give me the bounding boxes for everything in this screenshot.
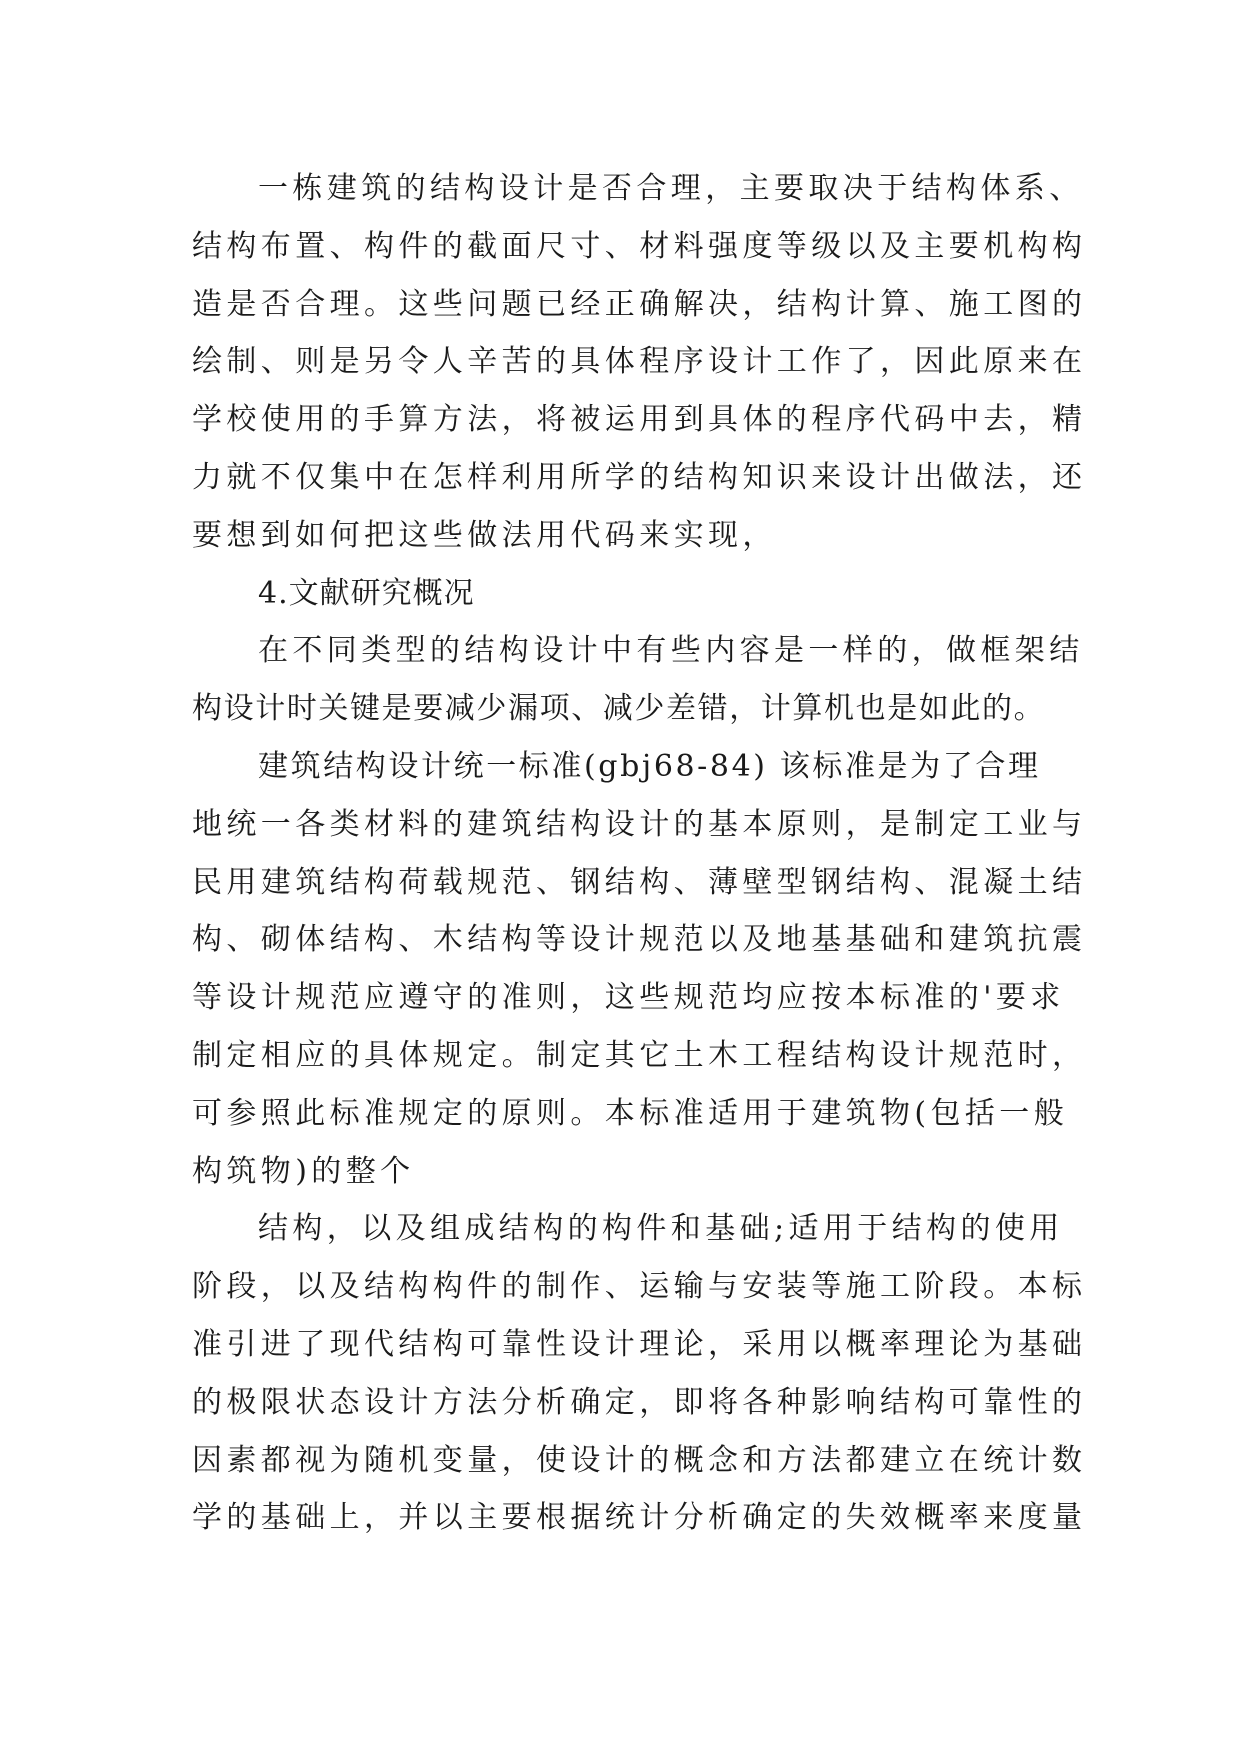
paragraph-4-line-6: 学的基础上，并以主要根据统计分析确定的失效概率来度量 [192, 1500, 1087, 1536]
paragraph-3-line-6: 制定相应的具体规定。制定其它土木工程结构设计规范时， [192, 1037, 1087, 1073]
paragraph-3-line-7: 可参照此标准规定的原则。本标准适用于建筑物(包括一般 [192, 1095, 1069, 1131]
section-heading: 4.文献研究概况 [258, 575, 475, 611]
paragraph-3-line-2: 地统一各类材料的建筑结构设计的基本原则，是制定工业与 [192, 806, 1087, 842]
document-body [192, 160, 1087, 1547]
paragraph-4-line-4: 的极限状态设计方法分析确定，即将各种影响结构可靠性的 [192, 1384, 1087, 1420]
paragraph-4-line-5: 因素都视为随机变量，使设计的概念和方法都建立在统计数 [192, 1442, 1087, 1478]
paragraph-2-line-2: 构设计时关键是要减少漏项、减少差错，计算机也是如此的。 [192, 691, 1046, 727]
paragraph-1-line-5: 学校使用的手算方法，将被运用到具体的程序代码中去，精 [192, 402, 1087, 438]
paragraph-1-line-7: 要想到如何把这些做法用代码来实现， [192, 517, 777, 553]
paragraph-1-line-6: 力就不仅集中在怎样利用所学的结构知识来设计出做法，还 [192, 459, 1087, 495]
paragraph-4-line-3: 准引进了现代结构可靠性设计理论，采用以概率理论为基础 [192, 1326, 1087, 1362]
paragraph-3-line-1: 建筑结构设计统一标准(gbj68-84) 该标准是为了合理 [258, 748, 1041, 784]
paragraph-3-line-4: 构、砌体结构、木结构等设计规范以及地基基础和建筑抗震 [192, 922, 1087, 958]
paragraph-3-line-3: 民用建筑结构荷载规范、钢结构、薄壁型钢结构、混凝土结 [192, 864, 1087, 900]
paragraph-1-line-2: 结构布置、构件的截面尺寸、材料强度等级以及主要机构构 [192, 228, 1087, 264]
paragraph-4-line-1: 结构，以及组成结构的构件和基础;适用于结构的使用 [258, 1211, 1064, 1247]
paragraph-4-line-2: 阶段，以及结构构件的制作、运输与安装等施工阶段。本标 [192, 1269, 1087, 1305]
paragraph-1-line-3: 造是否合理。这些问题已经正确解决，结构计算、施工图的 [192, 286, 1087, 322]
paragraph-1-line-1: 一栋建筑的结构设计是否合理，主要取决于结构体系、 [258, 171, 1084, 206]
paragraph-3-line-5: 等设计规范应遵守的准则，这些规范均应按本标准的'要求 [192, 980, 1065, 1016]
paragraph-3-line-8: 构筑物)的整个 [192, 1153, 415, 1189]
paragraph-1-line-4: 绘制、则是另令人辛苦的具体程序设计工作了，因此原来在 [192, 344, 1087, 380]
paragraph-2-line-1: 在不同类型的结构设计中有些内容是一样的，做框架结 [258, 633, 1084, 669]
